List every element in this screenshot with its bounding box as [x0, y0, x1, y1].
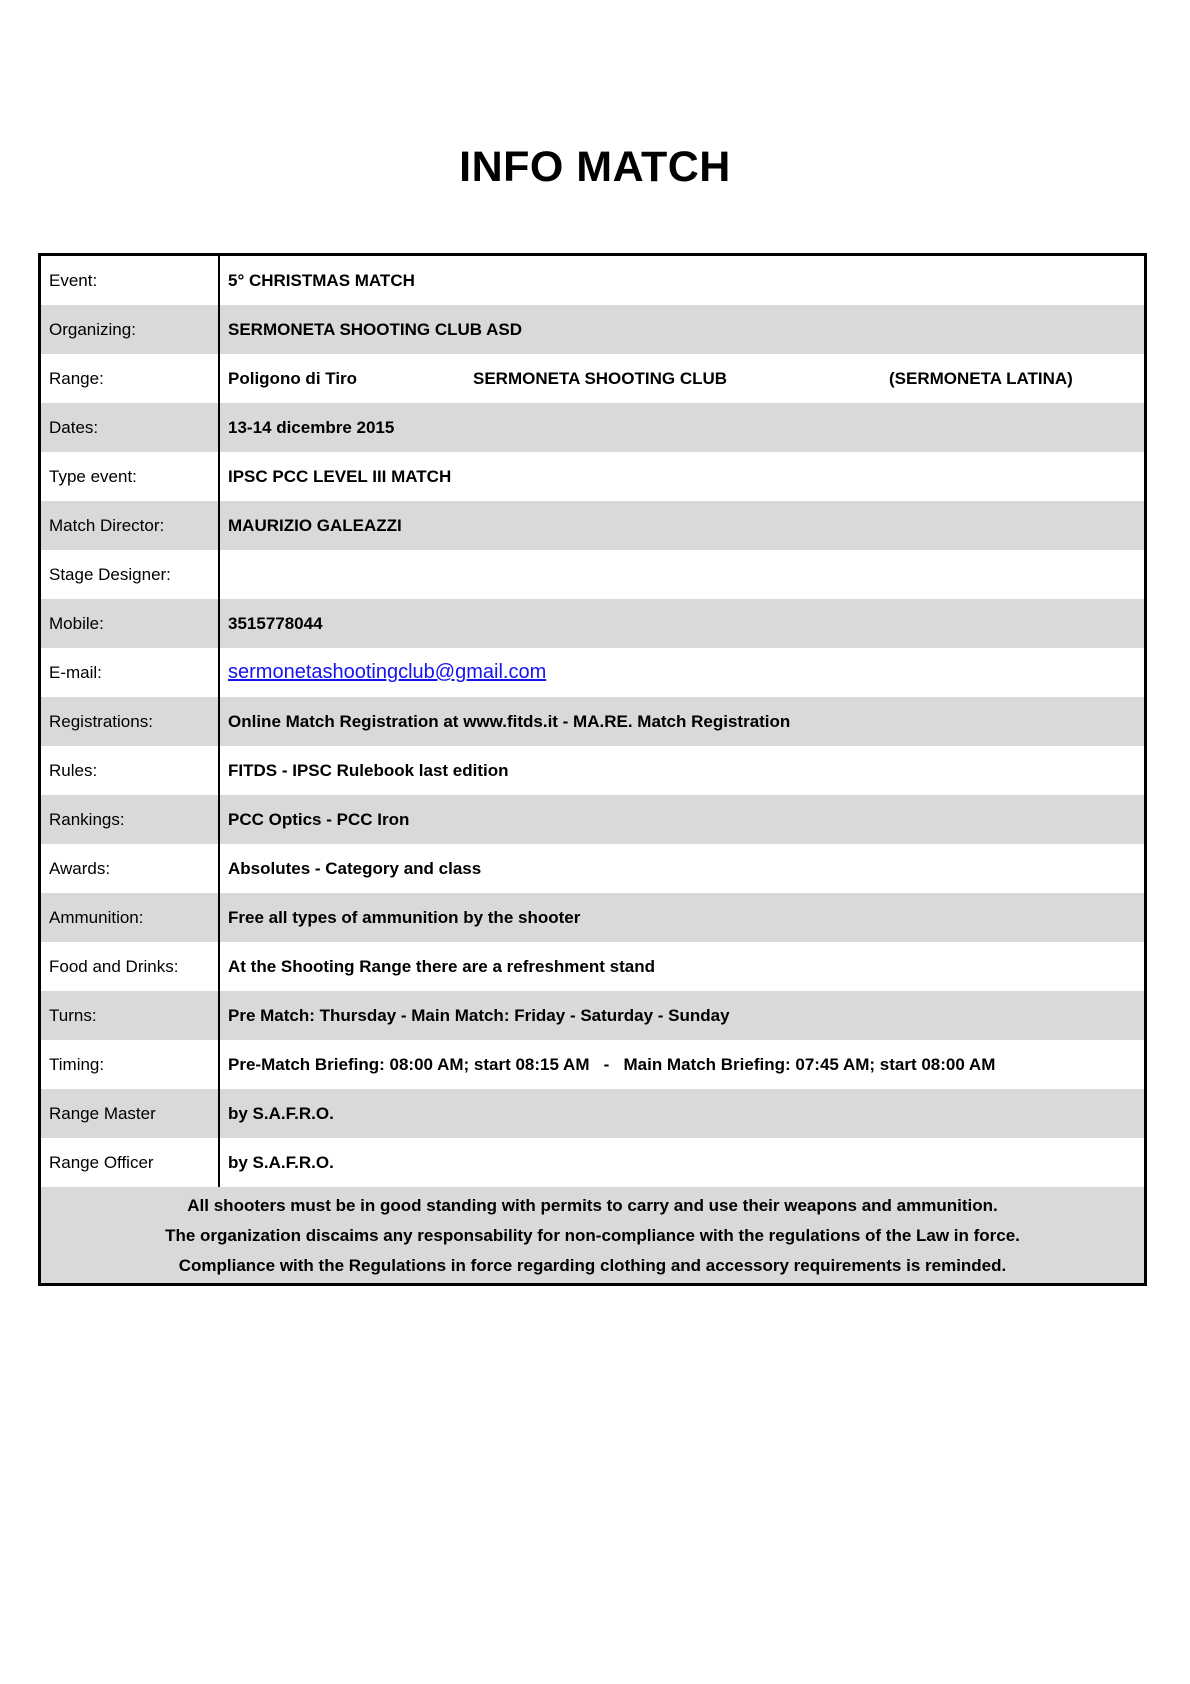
table-row-dates	[41, 403, 1144, 452]
table-row-ammunition	[41, 893, 1144, 942]
row-label: Rankings:	[41, 795, 220, 844]
row-label: Range:	[41, 354, 220, 403]
table-row-awards	[41, 844, 1144, 893]
row-value: 13-14 dicembre 2015	[228, 417, 395, 437]
table-row-type-event	[41, 452, 1144, 501]
table-row-organizing	[41, 305, 1144, 354]
range-location: Poligono di Tiro	[228, 368, 358, 388]
row-label: Dates:	[41, 403, 220, 452]
footer-line: All shooters must be in good standing with permits to carry and use their weapons and ammunition.	[187, 1196, 998, 1215]
row-value: PCC Optics - PCC Iron	[228, 809, 410, 829]
row-value: Online Match Registration at www.fitds.it - MA.RE. Match Registration	[228, 711, 791, 731]
info-match-table	[38, 253, 1147, 1286]
row-label: Range Officer	[41, 1138, 220, 1187]
table-row-match-director	[41, 501, 1144, 550]
row-value: by S.A.F.R.O.	[228, 1103, 334, 1123]
table-row-food-and-drinks	[41, 942, 1144, 991]
email-link[interactable]: sermonetashootingclub@gmail.com	[228, 661, 547, 683]
row-label: Timing:	[41, 1040, 220, 1089]
footer-line: Compliance with the Regulations in force regarding clothing and accessory requirements is reminded.	[178, 1256, 1007, 1275]
row-value	[220, 354, 1144, 403]
row-label: Awards:	[41, 844, 220, 893]
row-value: Free all types of ammunition by the shooter	[228, 907, 581, 927]
footer-line: The organization discaims any responsability for non-compliance with the regulations of the Law in force.	[165, 1226, 1020, 1245]
row-value: by S.A.F.R.O.	[228, 1152, 334, 1172]
row-value: IPSC PCC LEVEL III MATCH	[228, 466, 452, 486]
table-footer-notice	[41, 1187, 1144, 1283]
row-value: Pre-Match Briefing: 08:00 AM; start 08:15 AM - Main Match Briefing: 07:45 AM; start 08:00 AM	[228, 1054, 996, 1074]
row-value: FITDS - IPSC Rulebook last edition	[228, 760, 509, 780]
row-label: E-mail:	[41, 648, 220, 697]
row-label: Food and Drinks:	[41, 942, 220, 991]
row-label: Range Master	[41, 1089, 220, 1138]
row-label: Organizing:	[41, 305, 220, 354]
row-label: Type event:	[41, 452, 220, 501]
row-value: 3515778044	[228, 613, 323, 633]
row-value: Pre Match: Thursday - Main Match: Friday - Saturday - Sunday	[228, 1005, 730, 1025]
table-row-range-master	[41, 1089, 1144, 1138]
row-label: Match Director:	[41, 501, 220, 550]
table-row-range	[41, 354, 1144, 403]
table-row-rankings	[41, 795, 1144, 844]
range-club-name: SERMONETA SHOOTING CLUB	[473, 368, 728, 388]
table-row-rules	[41, 746, 1144, 795]
table-row-stage-designer	[41, 550, 1144, 599]
row-value: SERMONETA SHOOTING CLUB ASD	[228, 319, 523, 339]
table-row-email	[41, 648, 1144, 697]
row-label: Mobile:	[41, 599, 220, 648]
row-label: Ammunition:	[41, 893, 220, 942]
table-row-registrations	[41, 697, 1144, 746]
row-label: Rules:	[41, 746, 220, 795]
row-value: At the Shooting Range there are a refreshment stand	[228, 956, 655, 976]
row-value	[220, 550, 1144, 599]
page-title: INFO MATCH	[459, 143, 731, 191]
table-row-range-officer	[41, 1138, 1144, 1187]
table-row-event	[41, 256, 1144, 305]
table-row-turns	[41, 991, 1144, 1040]
table-row-mobile	[41, 599, 1144, 648]
row-value	[220, 648, 1144, 697]
row-value: Absolutes - Category and class	[228, 858, 482, 878]
row-label: Turns:	[41, 991, 220, 1040]
row-value: MAURIZIO GALEAZZI	[228, 515, 402, 535]
row-value: 5° CHRISTMAS MATCH	[228, 270, 415, 290]
range-city: (SERMONETA LATINA)	[889, 368, 1073, 388]
row-label: Stage Designer:	[41, 550, 220, 599]
row-label: Registrations:	[41, 697, 220, 746]
row-label: Event:	[41, 256, 220, 305]
table-row-timing	[41, 1040, 1144, 1089]
